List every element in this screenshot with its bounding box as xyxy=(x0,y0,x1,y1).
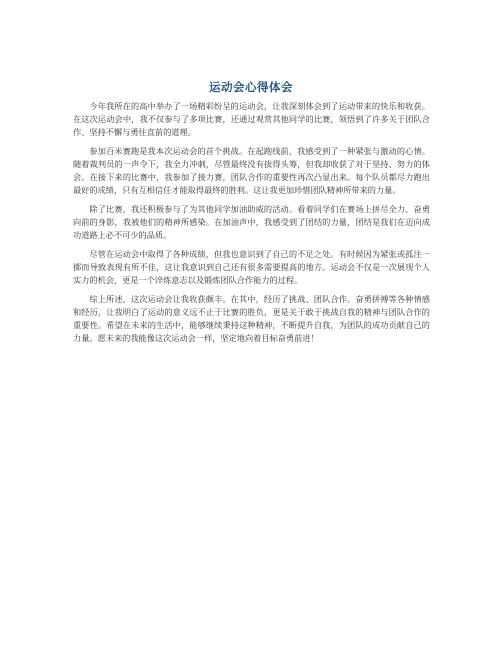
paragraph-5: 综上所述，这次运动会让我收获颇丰。在其中，经历了挑战、团队合作、奋勇拼搏等各种情感和经历，让我明白了运动的意义远不止于比赛的胜负，更是关于敢于挑战自我的精神与团队合作的重要性。希望在未来的生活中，能够继续秉持这种精神，不断提升自我，为团队的成功贡献自己的力量。愿未来的我能像这次运动会一样，坚定地向着目标奋勇前进！ xyxy=(73,294,430,343)
document-title: 运动会心得体会 xyxy=(209,80,293,94)
paragraph-3: 除了比赛，我还积极参与了为其他同学加油助威的活动。看着同学们在赛场上拼尽全力、奋勇向前的身影，我被他们的精神所感染。在加油声中，我感受到了团结的力量，团结是我们在迈向成功道路上必不可少的品质。 xyxy=(73,204,430,240)
paragraph-4: 尽管在运动会中取得了各种成绩，但我也意识到了自己的不足之处。有时候因为紧张或孤注一掷而导致表现有所不佳，这让我意识到自己还有很多需要提高的地方。运动会不仅是一次展现个人实力的机会，更是一个淬炼意志以及锻炼团队合作能力的过程。 xyxy=(73,249,430,285)
paragraph-2: 参加百米赛跑是我本次运动会的首个挑战。在起跑线前，我感受到了一种紧张与激动的心情。随着裁判员的一声令下，我全力冲刺，尽管最终没有拔得头筹，但我却收获了对于坚持、努力的体会。在接下来的比赛中，我参加了接力赛，团队合作的重要性再次凸显出来。每个队员都尽力跑出最好的成绩，只有互相信任才能取得最终的胜利。这让我更加珍惜团队精神所带来的力量。 xyxy=(73,146,430,195)
document-body xyxy=(73,100,430,351)
paragraph-1: 今年我所在的高中举办了一场精彩纷呈的运动会，让我深刻体会到了运动带来的快乐和收获。在这次运动会中，我不仅参与了多项比赛，还通过观赏其他同学的比赛，领悟到了许多关于团队合作、坚持不懈与勇往直前的道理。 xyxy=(73,101,430,137)
